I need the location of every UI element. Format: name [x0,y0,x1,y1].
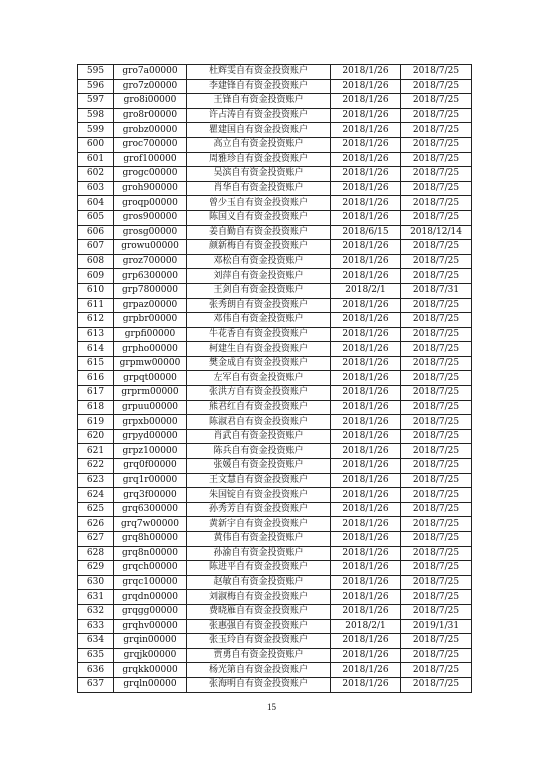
table-row [78,663,472,678]
start-date-cell: 2018/1/26 [331,94,401,109]
table-row [78,634,472,649]
start-date-cell: 2018/1/26 [331,152,401,167]
row-index-cell: 622 [78,459,114,474]
end-date-cell: 2018/7/25 [401,400,472,415]
account-code-cell: grqhv00000 [114,619,187,634]
account-code-cell: grpaz00000 [114,298,187,313]
row-index-cell: 630 [78,575,114,590]
start-date-cell: 2018/1/26 [331,386,401,401]
end-date-cell: 2018/7/25 [401,677,472,692]
row-index-cell: 633 [78,619,114,634]
row-index-cell: 621 [78,444,114,459]
row-index-cell: 616 [78,371,114,386]
account-code-cell: grpmw00000 [114,356,187,371]
table-row [78,415,472,430]
account-code-cell: grpqt00000 [114,371,187,386]
account-name-cell: 颜新梅自有资金投资账户 [187,240,331,255]
account-code-cell: grof100000 [114,152,187,167]
account-name-cell: 邓松自有资金投资账户 [187,254,331,269]
account-code-cell: groz700000 [114,254,187,269]
account-code-cell: grpbr00000 [114,313,187,328]
row-index-cell: 602 [78,167,114,182]
end-date-cell: 2018/7/25 [401,137,472,152]
end-date-cell: 2018/7/25 [401,269,472,284]
end-date-cell: 2018/7/25 [401,546,472,561]
account-name-cell: 曾少玉自有资金投资账户 [187,196,331,211]
account-name-cell: 王锋自有资金投资账户 [187,94,331,109]
account-code-cell: grqdn00000 [114,590,187,605]
row-index-cell: 597 [78,94,114,109]
table-row [78,94,472,109]
start-date-cell: 2018/1/26 [331,429,401,444]
table-row [78,108,472,123]
account-code-cell: gro8r00000 [114,108,187,123]
end-date-cell: 2018/7/25 [401,254,472,269]
account-name-cell: 孙渝自有资金投资账户 [187,546,331,561]
table-row [78,590,472,605]
start-date-cell: 2018/1/26 [331,79,401,94]
account-code-cell: grpyd00000 [114,429,187,444]
account-name-cell: 张玉玲自有资金投资账户 [187,634,331,649]
table-row [78,283,472,298]
account-code-cell: grq0f00000 [114,459,187,474]
end-date-cell: 2018/7/25 [401,634,472,649]
account-code-cell: grqkk00000 [114,663,187,678]
table-row [78,648,472,663]
end-date-cell: 2018/7/25 [401,604,472,619]
row-index-cell: 614 [78,342,114,357]
start-date-cell: 2018/1/26 [331,210,401,225]
account-code-cell: grq6300000 [114,502,187,517]
page-number: 15 [267,702,276,712]
account-name-cell: 吴滨自有资金投资账户 [187,167,331,182]
end-date-cell: 2018/7/25 [401,473,472,488]
row-index-cell: 612 [78,313,114,328]
end-date-cell: 2019/1/31 [401,619,472,634]
start-date-cell: 2018/1/26 [331,488,401,503]
table-row [78,269,472,284]
row-index-cell: 600 [78,137,114,152]
table-row [78,532,472,547]
row-index-cell: 620 [78,429,114,444]
account-code-cell: grobz00000 [114,123,187,138]
end-date-cell: 2018/7/25 [401,313,472,328]
start-date-cell: 2018/1/26 [331,459,401,474]
end-date-cell: 2018/7/25 [401,65,472,80]
end-date-cell: 2018/7/25 [401,517,472,532]
table-row [78,488,472,503]
account-name-cell: 肖武自有资金投资账户 [187,429,331,444]
start-date-cell: 2018/1/26 [331,181,401,196]
account-code-cell: grq8h00000 [114,532,187,547]
start-date-cell: 2018/1/26 [331,254,401,269]
start-date-cell: 2018/1/26 [331,663,401,678]
account-table-body [78,65,472,693]
row-index-cell: 609 [78,269,114,284]
account-code-cell: grprm00000 [114,386,187,401]
end-date-cell: 2018/7/25 [401,415,472,430]
row-index-cell: 615 [78,356,114,371]
account-table [77,64,472,693]
row-index-cell: 617 [78,386,114,401]
start-date-cell: 2018/1/26 [331,356,401,371]
end-date-cell: 2018/7/25 [401,152,472,167]
start-date-cell: 2018/6/15 [331,225,401,240]
end-date-cell: 2018/7/25 [401,79,472,94]
account-code-cell: grpuu00000 [114,400,187,415]
end-date-cell: 2018/7/25 [401,502,472,517]
table-row [78,181,472,196]
end-date-cell: 2018/7/25 [401,575,472,590]
start-date-cell: 2018/1/26 [331,371,401,386]
table-row [78,604,472,619]
row-index-cell: 619 [78,415,114,430]
row-index-cell: 631 [78,590,114,605]
account-name-cell: 李建锋自有资金投资账户 [187,79,331,94]
end-date-cell: 2018/7/25 [401,210,472,225]
start-date-cell: 2018/1/26 [331,648,401,663]
table-row [78,210,472,225]
account-code-cell: grqjk00000 [114,648,187,663]
end-date-cell: 2018/7/25 [401,371,472,386]
account-name-cell: 张洪方自有资金投资账户 [187,386,331,401]
table-row [78,225,472,240]
table-row [78,371,472,386]
account-name-cell: 肖华自有资金投资账户 [187,181,331,196]
table-row [78,240,472,255]
account-code-cell: gro8i00000 [114,94,187,109]
start-date-cell: 2018/2/1 [331,619,401,634]
table-row [78,561,472,576]
start-date-cell: 2018/1/26 [331,269,401,284]
account-name-cell: 张惠强自有资金投资账户 [187,619,331,634]
account-code-cell: gro7z00000 [114,79,187,94]
start-date-cell: 2018/1/26 [331,327,401,342]
end-date-cell: 2018/7/25 [401,327,472,342]
table-row [78,502,472,517]
table-row [78,429,472,444]
table-row [78,327,472,342]
account-name-cell: 许占涛自有资金投资账户 [187,108,331,123]
account-name-cell: 赵敏自有资金投资账户 [187,575,331,590]
start-date-cell: 2018/1/26 [331,575,401,590]
account-code-cell: grqch00000 [114,561,187,576]
account-name-cell: 周雅珍自有资金投资账户 [187,152,331,167]
row-index-cell: 637 [78,677,114,692]
row-index-cell: 625 [78,502,114,517]
start-date-cell: 2018/1/26 [331,604,401,619]
table-row [78,298,472,313]
row-index-cell: 624 [78,488,114,503]
row-index-cell: 601 [78,152,114,167]
account-name-cell: 樊金成自有资金投资账户 [187,356,331,371]
account-name-cell: 贾勇自有资金投资账户 [187,648,331,663]
account-name-cell: 姜自勤自有资金投资账户 [187,225,331,240]
account-code-cell: grp6300000 [114,269,187,284]
account-name-cell: 费晓雁自有资金投资账户 [187,604,331,619]
end-date-cell: 2018/7/25 [401,342,472,357]
account-name-cell: 陈兵自有资金投资账户 [187,444,331,459]
account-code-cell: grpz100000 [114,444,187,459]
row-index-cell: 628 [78,546,114,561]
account-name-cell: 朱国锭自有资金投资账户 [187,488,331,503]
account-code-cell: grosg00000 [114,225,187,240]
start-date-cell: 2018/1/26 [331,561,401,576]
row-index-cell: 608 [78,254,114,269]
start-date-cell: 2018/1/26 [331,415,401,430]
end-date-cell: 2018/7/25 [401,123,472,138]
account-name-cell: 左军自有资金投资账户 [187,371,331,386]
account-name-cell: 黄新宇自有资金投资账户 [187,517,331,532]
account-name-cell: 柯建生自有资金投资账户 [187,342,331,357]
start-date-cell: 2018/1/26 [331,634,401,649]
table-row [78,65,472,80]
account-name-cell: 黄伟自有资金投资账户 [187,532,331,547]
start-date-cell: 2018/2/1 [331,283,401,298]
row-index-cell: 596 [78,79,114,94]
end-date-cell: 2018/7/25 [401,181,472,196]
start-date-cell: 2018/1/26 [331,298,401,313]
account-name-cell: 张秀朗自有资金投资账户 [187,298,331,313]
table-row [78,152,472,167]
end-date-cell: 2018/7/25 [401,532,472,547]
account-name-cell: 杜辉雯自有资金投资账户 [187,65,331,80]
account-name-cell: 王剑自有资金投资账户 [187,283,331,298]
account-code-cell: grpho00000 [114,342,187,357]
row-index-cell: 627 [78,532,114,547]
account-code-cell: grogc00000 [114,167,187,182]
end-date-cell: 2018/7/25 [401,648,472,663]
account-name-cell: 牛花香自有资金投资账户 [187,327,331,342]
account-code-cell: grq7w00000 [114,517,187,532]
table-row [78,123,472,138]
account-code-cell: grqln00000 [114,677,187,692]
account-name-cell: 陈进平自有资金投资账户 [187,561,331,576]
table-row [78,677,472,692]
start-date-cell: 2018/1/26 [331,590,401,605]
row-index-cell: 635 [78,648,114,663]
table-row [78,342,472,357]
start-date-cell: 2018/1/26 [331,677,401,692]
end-date-cell: 2018/7/25 [401,108,472,123]
end-date-cell: 2018/7/25 [401,561,472,576]
table-row [78,79,472,94]
account-name-cell: 杨光第自有资金投资账户 [187,663,331,678]
account-code-cell: grpfi00000 [114,327,187,342]
table-row [78,167,472,182]
account-name-cell: 陈淑君自有资金投资账户 [187,415,331,430]
start-date-cell: 2018/1/26 [331,123,401,138]
table-row [78,459,472,474]
row-index-cell: 598 [78,108,114,123]
account-code-cell: groqp00000 [114,196,187,211]
start-date-cell: 2018/1/26 [331,137,401,152]
row-index-cell: 629 [78,561,114,576]
account-code-cell: grqin00000 [114,634,187,649]
account-code-cell: grq1r00000 [114,473,187,488]
account-code-cell: grq3f00000 [114,488,187,503]
end-date-cell: 2018/7/25 [401,298,472,313]
account-name-cell: 孙秀芳自有资金投资账户 [187,502,331,517]
account-name-cell: 邓伟自有资金投资账户 [187,313,331,328]
table-row [78,517,472,532]
account-code-cell: groc700000 [114,137,187,152]
row-index-cell: 595 [78,65,114,80]
start-date-cell: 2018/1/26 [331,502,401,517]
start-date-cell: 2018/1/26 [331,196,401,211]
row-index-cell: 626 [78,517,114,532]
account-name-cell: 张海明自有资金投资账户 [187,677,331,692]
start-date-cell: 2018/1/26 [331,240,401,255]
table-row [78,356,472,371]
row-index-cell: 599 [78,123,114,138]
end-date-cell: 2018/7/31 [401,283,472,298]
account-code-cell: grq8n00000 [114,546,187,561]
start-date-cell: 2018/1/26 [331,342,401,357]
table-row [78,473,472,488]
row-index-cell: 606 [78,225,114,240]
account-code-cell: grpxb00000 [114,415,187,430]
table-row [78,575,472,590]
end-date-cell: 2018/12/14 [401,225,472,240]
account-code-cell: gros900000 [114,210,187,225]
row-index-cell: 623 [78,473,114,488]
row-index-cell: 607 [78,240,114,255]
account-name-cell: 刘萍自有资金投资账户 [187,269,331,284]
start-date-cell: 2018/1/26 [331,167,401,182]
account-name-cell: 瞿建国自有资金投资账户 [187,123,331,138]
end-date-cell: 2018/7/25 [401,488,472,503]
row-index-cell: 603 [78,181,114,196]
account-name-cell: 刘淑梅自有资金投资账户 [187,590,331,605]
start-date-cell: 2018/1/26 [331,400,401,415]
table-row [78,254,472,269]
row-index-cell: 605 [78,210,114,225]
row-index-cell: 604 [78,196,114,211]
row-index-cell: 636 [78,663,114,678]
account-code-cell: grqc100000 [114,575,187,590]
account-code-cell: gro7a00000 [114,65,187,80]
end-date-cell: 2018/7/25 [401,167,472,182]
end-date-cell: 2018/7/25 [401,356,472,371]
end-date-cell: 2018/7/25 [401,663,472,678]
table-row [78,386,472,401]
end-date-cell: 2018/7/25 [401,590,472,605]
start-date-cell: 2018/1/26 [331,546,401,561]
start-date-cell: 2018/1/26 [331,313,401,328]
table-row [78,196,472,211]
end-date-cell: 2018/7/25 [401,240,472,255]
table-row [78,444,472,459]
row-index-cell: 613 [78,327,114,342]
account-name-cell: 高立自有资金投资账户 [187,137,331,152]
start-date-cell: 2018/1/26 [331,473,401,488]
row-index-cell: 618 [78,400,114,415]
account-name-cell: 张媛自有资金投资账户 [187,459,331,474]
account-code-cell: grp7800000 [114,283,187,298]
account-name-cell: 王文慧自有资金投资账户 [187,473,331,488]
end-date-cell: 2018/7/25 [401,386,472,401]
row-index-cell: 611 [78,298,114,313]
end-date-cell: 2018/7/25 [401,196,472,211]
account-code-cell: groh900000 [114,181,187,196]
start-date-cell: 2018/1/26 [331,65,401,80]
end-date-cell: 2018/7/25 [401,459,472,474]
end-date-cell: 2018/7/25 [401,429,472,444]
start-date-cell: 2018/1/26 [331,444,401,459]
start-date-cell: 2018/1/26 [331,532,401,547]
row-index-cell: 632 [78,604,114,619]
account-code-cell: grqgg00000 [114,604,187,619]
table-row [78,313,472,328]
table-row [78,400,472,415]
account-code-cell: growu00000 [114,240,187,255]
table-row [78,137,472,152]
row-index-cell: 634 [78,634,114,649]
row-index-cell: 610 [78,283,114,298]
table-row [78,619,472,634]
start-date-cell: 2018/1/26 [331,108,401,123]
end-date-cell: 2018/7/25 [401,444,472,459]
end-date-cell: 2018/7/25 [401,94,472,109]
start-date-cell: 2018/1/26 [331,517,401,532]
account-name-cell: 熊君红自有资金投资账户 [187,400,331,415]
table-row [78,546,472,561]
account-name-cell: 陈国义自有资金投资账户 [187,210,331,225]
